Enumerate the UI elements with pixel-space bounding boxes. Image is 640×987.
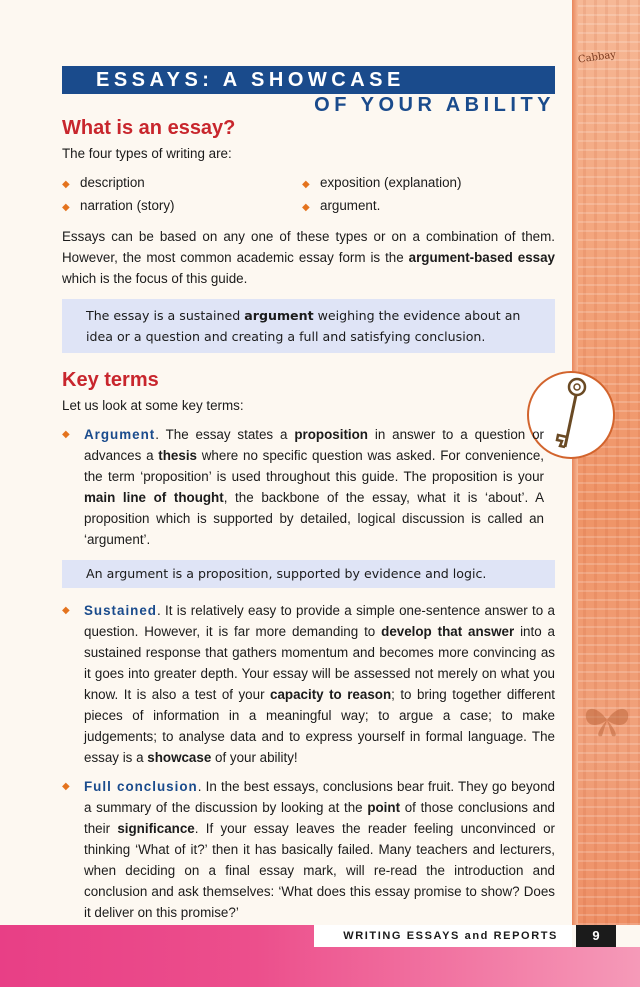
key-terms-lead: Let us look at some key terms: — [62, 398, 244, 413]
section-heading-key-terms: Key terms — [62, 369, 159, 391]
list-item: ◆ exposition (explanation) — [302, 172, 555, 195]
diamond-bullet-icon: ◆ — [62, 605, 70, 616]
footer — [314, 925, 640, 947]
term-full-conclusion: ◆ Full conclusion. In the best essays, conclusions bear fruit. They go beyond a summary of the discussion by looking at the point of those conclusions and their significance. If your essay leaves the reader feeling unconvinced or thinking ‘What of it?’ then it has basically failed. Many teachers and lecturers, when deciding on a final essay mark, will re-read the introduction and conclusion and ask themselves: ‘What does this essay promise to show? Does it deliver on this promise?’ — [62, 776, 555, 923]
page-title-line2: OF YOUR ABILITY — [314, 94, 555, 116]
page-title-line1: ESSAYS: A SHOWCASE — [62, 66, 555, 94]
diamond-bullet-icon: ◆ — [62, 202, 70, 213]
term-name-full-conclusion: Full conclusion — [84, 779, 198, 794]
term-name-argument: Argument — [84, 427, 156, 442]
moth-icon — [582, 700, 632, 740]
running-footer-title: WRITING ESSAYS and REPORTS — [314, 925, 572, 947]
decorative-side-strip — [572, 0, 640, 925]
list-item: ◆ argument. — [302, 195, 555, 218]
essay-definition-callout: The essay is a sustained argument weighing the evidence about an idea or a question and creating a full and satisfying conclusion. — [62, 299, 555, 353]
diamond-bullet-icon: ◆ — [302, 202, 310, 213]
term-argument: ◆ Argument. The essay states a proposition in answer to a question or advances a thesis where no specific question was asked. For convenience, the term ‘proposition’ is used throughout this guide. The proposition is your main line of thought, the backbone of the essay, what it is ‘about’. A proposition which is supported by detailed, logical discussion is called an ‘argument’. — [62, 424, 555, 550]
term-sustained: ◆ Sustained. It is relatively easy to provide a simple one-sentence answer to a question. However, it is far more demanding to develop that answer into a sustained response that gathers momentum and becomes more convincing as it goes into greater depth. Your essay will be assessed not merely on what you know. It is also a test of your capacity to reason; to bring together different pieces of information in a meaningful way; to argue a case; to make judgements; to analyse data and to express yourself in formal language. The essay is a showcase of your ability! — [62, 600, 555, 768]
diamond-bullet-icon: ◆ — [62, 179, 70, 190]
essay-paragraph: Essays can be based on any one of these types or on a combination of them. However, the most common academic essay form is the argument-based essay which is the focus of this guide. — [62, 229, 555, 286]
diamond-bullet-icon: ◆ — [62, 429, 70, 440]
page-number: 9 — [576, 925, 616, 947]
essay-lead: The four types of writing are: — [62, 146, 232, 161]
strip-edge — [572, 0, 578, 925]
term-name-sustained: Sustained — [84, 603, 157, 618]
main-column — [62, 66, 555, 923]
list-item: ◆ description — [62, 172, 302, 195]
strip-scribble: Cabbay — [577, 49, 617, 66]
section-heading-essay: What is an essay? — [62, 117, 236, 139]
list-item: ◆ narration (story) — [62, 195, 302, 218]
writing-types-list — [62, 172, 555, 218]
diamond-bullet-icon: ◆ — [302, 179, 310, 190]
argument-definition-callout: An argument is a proposition, supported by evidence and logic. — [62, 560, 555, 588]
diamond-bullet-icon: ◆ — [62, 781, 70, 792]
